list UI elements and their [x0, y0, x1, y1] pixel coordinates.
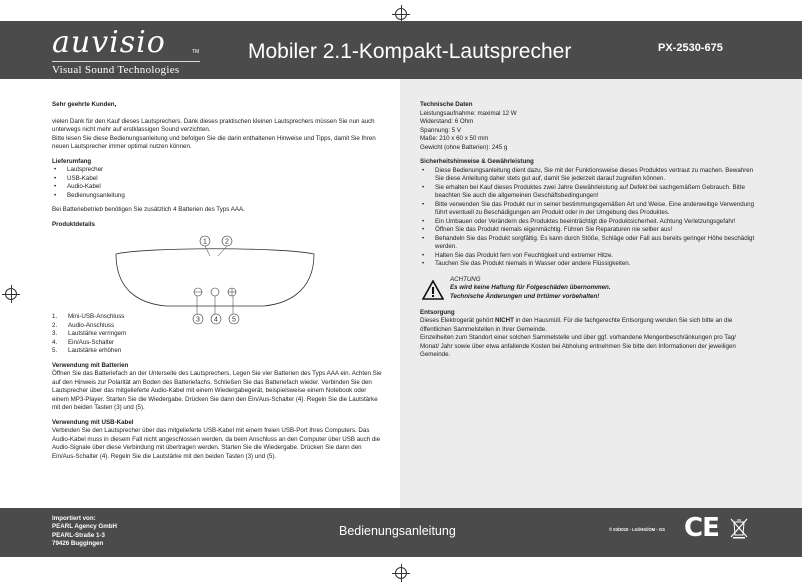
power-button [211, 288, 219, 296]
details-heading: Produktdetails [52, 220, 95, 228]
warning-triangle-icon [422, 280, 444, 300]
right-column [420, 101, 756, 360]
importer-line: 79426 Buggingen [52, 539, 104, 547]
safety-item: • Tauchen Sie das Produkt niemals in Wasser oder andere Flüssigkeiten. [420, 260, 756, 269]
importer-block [52, 515, 117, 548]
callout-label-4: 4 [214, 316, 218, 324]
logo-wordmark: auvisio [52, 25, 166, 60]
callout-label-5: 5 [232, 316, 236, 324]
safety-item: • Halten Sie das Produkt fern von Feuchtigkeit und extremer Hitze. [420, 252, 756, 261]
tech-line: Maße: 210 x 60 x 50 mm [420, 135, 489, 142]
logo-tagline: Visual Sound Technologies [52, 64, 180, 76]
tech-line: Leistungsaufnahme: maximal 12 W [420, 109, 517, 117]
details-item: 2. Audio-Anschluss [52, 321, 115, 329]
header-bar [0, 21, 802, 79]
registration-mark-top [395, 8, 407, 20]
left-column [52, 101, 384, 229]
intro-paragraph-2: Bitte lesen Sie diese Bedienungsanleitung und befolgen Sie die darin enthaltenen Hinweise und Tipps, damit Sie Ihren neuen Lautsprecher immer optimal nutzen können. [52, 134, 376, 150]
footer-bar [0, 508, 802, 557]
disposal-text-1: Dieses Elektrogerät gehört NICHT in den Hausmüll. Für die fachgerechte Entsorgung wenden Sie sich bitte an die öffentlichen Sammelstellen in Ihrer Gemeinde. [420, 317, 733, 333]
scope-item: • Lautsprecher [52, 166, 384, 175]
importer-line: PEARL-Straße 1-3 [52, 531, 105, 539]
disposal-heading: Entsorgung [420, 308, 455, 316]
warning-heading: ACHTUNG [450, 275, 481, 283]
details-item: 5. Lautstärke erhöhen [52, 347, 122, 354]
safety-item: • Behandeln Sie das Produkt sorgfältig. Es kann durch Stöße, Schläge oder Fall aus bereits geringer Höhe beschädigt werden. [420, 235, 756, 252]
scope-item: • Bedienungsanleitung [52, 192, 384, 201]
scope-list [52, 166, 384, 200]
registration-mark-left [5, 288, 17, 300]
battery-note: Bei Batteriebetrieb benötigen Sie zusätzlich 4 Batterien des Typs AAA. [52, 206, 245, 213]
importer-line: PEARL Agency GmbH [52, 523, 117, 531]
registration-mark-bottom [395, 567, 407, 579]
details-list [52, 313, 384, 356]
safety-item: • Ein Umbauen oder Verändern des Produktes beeinträchtigt die Produktsicherheit. Achtung Verletzungsgefahr! [420, 218, 756, 227]
details-item: 3. Lautstärke verringern [52, 330, 127, 337]
greeting: Sehr geehrte Kunden, [52, 101, 117, 108]
disposal-text-2: Einzelheiten zum Standort einer solchen Sammelstelle und über ggf. vorhandene Mengenbeschränkungen pro Tag/ Monat/ Jahr sowie über etwa anfallende Kosten bei Abholung entnehmen Sie bitte den Informationen der jeweiligen Gemeinde. [420, 334, 736, 358]
callout-label-2: 2 [225, 238, 229, 246]
crossed-bin-icon [730, 517, 748, 539]
warning-line-1: Es wird keine Haftung für Folgeschäden übernommen. [450, 284, 611, 291]
details-item: 4. Ein/Aus-Schalter [52, 338, 115, 346]
brand-logo [52, 27, 200, 76]
safety-heading: Sicherheitshinweise & Gewährleistung [420, 158, 534, 165]
warning-line-2: Technische Änderungen und Irrtümer vorbehalten! [450, 292, 600, 300]
logo-divider [52, 61, 200, 62]
warning-box [420, 276, 756, 302]
intro-paragraph-1: vielen Dank für den Kauf dieses Lautsprechers. Dank dieses praktischen kleinen Lautsprechers müssen Sie nun auch unterwegs nicht mehr auf erstklassigen Sound verzichten. [52, 117, 375, 133]
importer-line: Importiert von: [52, 515, 96, 522]
details-item: 1. Mini-USB-Anschluss [52, 313, 125, 320]
tech-line: Widerstand: 6 Ohm [420, 118, 474, 125]
safety-item: • Sie erhalten bei Kauf dieses Produktes zwei Jahre Gewährleistung auf Defekt bei sachgemäßem Gebrauch. Bitte beachten Sie auch die allgemeinen Geschäftsbedingungen! [420, 184, 756, 201]
safety-list [420, 167, 756, 269]
tech-heading: Technische Daten [420, 101, 473, 108]
page-title: Mobiler 2.1-Kompakt-Lautsprecher [248, 40, 572, 63]
battery-usage-text: Öffnen Sie das Batteriefach an der Unterseite des Lautsprechers. Legen Sie vier Batterien des Typs AAA ein. Achten Sie auf den Hinweis zur Polarität am Boden des Batteriefachs. Schließen Sie das Batteriefach wieder. Verbinden Sie den Lautsprecher über das mitgelieferte Audio-Kabel mit einem Wiedergabegerät, beispielsweise einem Notebook oder einem MP3-Player. Starten Sie die Wiedergabe. Drücken Sie dann den Ein/Aus-Schalter (4). Regeln Sie die Lautstärke mit den beiden Tasten (3) und (5). [52, 370, 382, 411]
callout-line-1 [205, 246, 210, 256]
manual-label: Bedienungsanleitung [339, 524, 456, 538]
battery-usage-heading: Verwendung mit Batterien [52, 361, 129, 369]
callout-label-3: 3 [196, 316, 200, 324]
copyright-code: © 03/2010 - LG//HS//OM - GS [609, 527, 665, 532]
tech-line: Spannung: 5 V [420, 126, 461, 134]
safety-item: • Öffnen Sie das Produkt niemals eigenmächtig. Führen Sie Reparaturen nie selber aus! [420, 226, 756, 235]
scope-item: • Audio-Kabel [52, 183, 384, 192]
usb-usage-heading: Verwendung mit USB-Kabel [52, 418, 134, 426]
callout-line-2 [218, 246, 227, 256]
product-code: PX-2530-675 [658, 42, 723, 54]
callout-label-1: 1 [203, 238, 207, 246]
tech-line: Gewicht (ohne Batterien): 245 g [420, 143, 508, 151]
left-column-lower [52, 313, 384, 461]
usb-usage-text: Verbinden Sie den Lautsprecher über das mitgelieferte USB-Kabel mit einem freien USB-Port Ihres Computers. Das Audio-Kabel muss in diesem Fall nicht angeschlossen werden, da beim Anschluss an den Computer über USB auch die Audio-Signale über diese Verbindung mit übertragen werden. Starten Sie die Wiedergabe. Drücken Sie dann den Ein/Aus-Schalter (4). Regeln Sie die Lautstärke mit den beiden Tasten (3) und (5). [52, 427, 381, 460]
safety-item: • Diese Bedienungsanleitung dient dazu, Sie mit der Funktionsweise dieses Produktes vertraut zu machen. Bewahren Sie diese Anleitung daher stets gut auf, damit Sie jederzeit darauf zugreifen können. [420, 167, 756, 184]
scope-item: • USB-Kabel [52, 175, 384, 184]
scope-heading: Lieferumfang [52, 157, 92, 165]
safety-item: • Bitte verwenden Sie das Produkt nur in seiner bestimmungsgemäßen Art und Weise. Eine anderweitige Verwendung führt eventuell zu Beschädigungen am Produkt oder in der Umgebung des Produktes. [420, 201, 756, 218]
ce-mark: CE [684, 513, 719, 543]
trademark-mark: TM [192, 49, 200, 55]
